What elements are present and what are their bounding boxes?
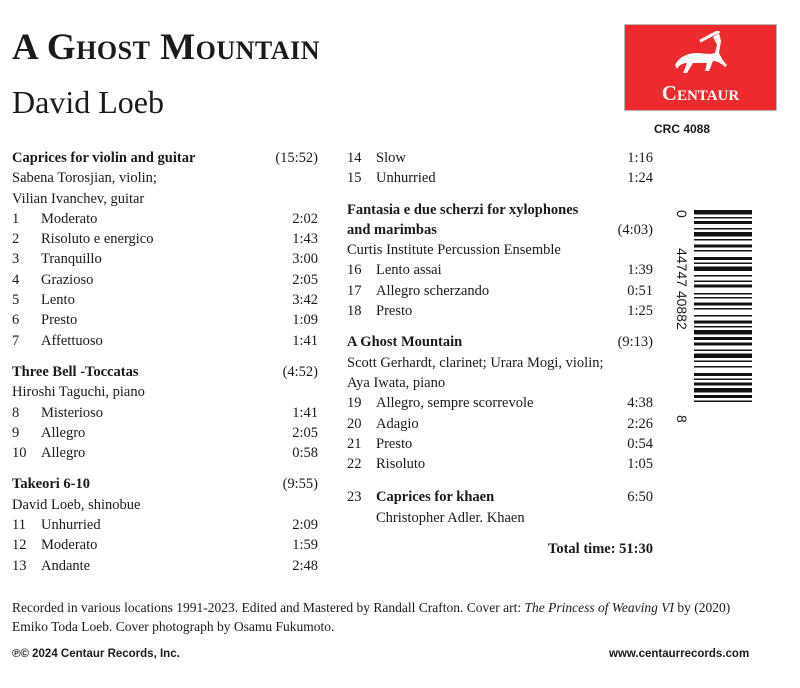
work-header bbox=[12, 474, 318, 494]
track-title: Moderato bbox=[41, 210, 98, 227]
track-row bbox=[347, 260, 653, 280]
track-title: Allegro scherzando bbox=[376, 282, 490, 299]
track-row bbox=[12, 229, 318, 249]
work-title: Fantasia e due scherzi for xylophones bbox=[347, 201, 579, 218]
track-title: Unhurried bbox=[41, 517, 101, 534]
track-duration: 1:24 bbox=[627, 170, 653, 187]
performer-name: Christopher Adler. Khaen bbox=[376, 509, 525, 526]
work-duration: (9:13) bbox=[617, 334, 653, 351]
track-number: 18 bbox=[347, 303, 362, 320]
track-number: 10 bbox=[12, 445, 27, 462]
track-row bbox=[12, 515, 318, 535]
track-duration: 2:02 bbox=[292, 210, 318, 227]
track-title: Risoluto bbox=[376, 456, 426, 473]
track-row bbox=[347, 434, 653, 454]
track-row bbox=[12, 403, 318, 423]
track-number: 16 bbox=[347, 262, 362, 279]
track-row bbox=[12, 270, 318, 290]
performer-line: Aya Iwata, piano bbox=[347, 374, 446, 391]
track-duration: 3:00 bbox=[292, 251, 318, 268]
left-tracklist bbox=[12, 148, 318, 576]
track-duration: 1:41 bbox=[292, 404, 318, 421]
track-duration: 2:48 bbox=[292, 557, 318, 574]
track-row bbox=[347, 281, 653, 301]
track-row bbox=[12, 290, 318, 310]
track-duration: 1:05 bbox=[627, 456, 653, 473]
work-header bbox=[347, 220, 653, 240]
track-title: Allegro, sempre scorrevole bbox=[376, 395, 534, 412]
track-row bbox=[12, 249, 318, 269]
work-title: Caprices for khaen bbox=[376, 489, 495, 506]
track-duration: 0:51 bbox=[627, 282, 653, 299]
work-header bbox=[12, 362, 318, 382]
track-row bbox=[12, 209, 318, 229]
work-duration: (4:03) bbox=[617, 221, 653, 238]
work-duration: (4:52) bbox=[282, 363, 318, 380]
work-header bbox=[347, 332, 653, 352]
performer-line: Curtis Institute Percussion Ensemble bbox=[347, 242, 561, 259]
track-number: 14 bbox=[347, 150, 362, 166]
track-number: 20 bbox=[347, 415, 362, 432]
work-duration: (15:52) bbox=[275, 150, 318, 166]
work-title: A Ghost Mountain bbox=[347, 334, 463, 351]
barcode-digits: 44747 40882 bbox=[674, 248, 690, 330]
track-row bbox=[347, 301, 653, 321]
track-duration: 1:16 bbox=[627, 150, 653, 166]
track-row bbox=[347, 393, 653, 413]
work-title: Caprices for violin and guitar bbox=[12, 150, 196, 166]
website-url[interactable]: www.centaurrecords.com bbox=[609, 648, 750, 660]
centaur-logo bbox=[624, 24, 777, 111]
track-number: 8 bbox=[12, 404, 20, 421]
track-row bbox=[12, 443, 318, 463]
copyright: ℗© 2024 Centaur Records, Inc. bbox=[12, 648, 180, 660]
track-row bbox=[12, 535, 318, 555]
cover-art-title: The Princess of Weaving VI bbox=[524, 600, 674, 615]
right-tracklist bbox=[347, 148, 653, 559]
centaur-figure-icon bbox=[669, 31, 733, 81]
track-duration: 1:41 bbox=[292, 332, 318, 349]
track-duration: 1:39 bbox=[627, 262, 653, 279]
track-duration: 0:58 bbox=[292, 445, 318, 462]
track-duration: 6:50 bbox=[627, 489, 653, 506]
track-row bbox=[347, 414, 653, 434]
track-number: 23 bbox=[347, 489, 362, 506]
track-duration: 4:38 bbox=[627, 395, 653, 412]
performer-line: Vilian Ivanchev, guitar bbox=[12, 190, 145, 207]
track-number: 15 bbox=[347, 170, 362, 187]
track-duration: 1:59 bbox=[292, 537, 318, 554]
performer-line: Hiroshi Taguchi, piano bbox=[12, 384, 145, 401]
track-number: 17 bbox=[347, 282, 362, 299]
track-title: Presto bbox=[41, 312, 78, 329]
total-time: Total time: 51:30 bbox=[548, 541, 653, 558]
track-duration: 0:54 bbox=[627, 435, 653, 452]
track-row bbox=[12, 331, 318, 351]
track-number: 11 bbox=[12, 517, 26, 534]
track-title: Affettuoso bbox=[41, 332, 103, 349]
track-row bbox=[12, 556, 318, 576]
logo-brand-text: Centaur bbox=[661, 81, 740, 105]
track-title: Adagio bbox=[376, 415, 419, 432]
work-title: and marimbas bbox=[347, 221, 437, 238]
credits bbox=[12, 598, 752, 636]
work-title: Three Bell -Toccatas bbox=[12, 363, 139, 380]
track-number: 1 bbox=[12, 210, 20, 227]
performer-line: David Loeb, shinobue bbox=[12, 496, 141, 513]
track-title: Lento bbox=[41, 292, 75, 309]
track-duration: 1:09 bbox=[292, 312, 318, 329]
track-row bbox=[12, 310, 318, 330]
barcode-digit-last: 8 bbox=[674, 415, 690, 423]
total-time-row bbox=[347, 539, 653, 559]
track-duration: 2:05 bbox=[292, 271, 318, 288]
track-duration: 3:42 bbox=[292, 292, 318, 309]
track-number: 6 bbox=[12, 312, 20, 329]
track-title: Misterioso bbox=[41, 404, 104, 421]
track-title: Unhurried bbox=[376, 170, 436, 187]
performer-line: Sabena Torosjian, violin; bbox=[12, 170, 157, 187]
track-row bbox=[347, 454, 653, 474]
track-title: Lento assai bbox=[376, 262, 442, 279]
barcode-digit-first: 0 bbox=[674, 210, 690, 218]
track-number: 2 bbox=[12, 231, 20, 248]
track-title: Risoluto e energico bbox=[41, 231, 154, 248]
track-number: 13 bbox=[12, 557, 27, 574]
performer-line: Scott Gerhardt, clarinet; Urara Mogi, violin; bbox=[347, 354, 604, 371]
track-title: Presto bbox=[376, 435, 413, 452]
track-number: 4 bbox=[12, 271, 20, 288]
track-row bbox=[347, 168, 653, 188]
track-title: Allegro bbox=[41, 445, 86, 462]
track-row bbox=[347, 487, 653, 507]
track-number: 19 bbox=[347, 395, 362, 412]
track-duration: 1:25 bbox=[627, 303, 653, 320]
track-duration: 2:09 bbox=[292, 517, 318, 534]
track-number: 9 bbox=[12, 424, 20, 441]
track-duration: 2:05 bbox=[292, 424, 318, 441]
work-header bbox=[12, 148, 318, 168]
track-title: Tranquillo bbox=[41, 251, 102, 268]
track-number: 22 bbox=[347, 456, 362, 473]
album-title: A Ghost Mountain bbox=[12, 27, 320, 68]
track-title: Moderato bbox=[41, 537, 98, 554]
track-title: Presto bbox=[376, 303, 413, 320]
track-title: Allegro bbox=[41, 424, 86, 441]
track-number: 21 bbox=[347, 435, 362, 452]
track-number: 12 bbox=[12, 537, 27, 554]
credits-text: by (2020) Emiko Toda Loeb. Cover photograph by Osamu Fukumoto. bbox=[12, 600, 731, 634]
track-row bbox=[12, 423, 318, 443]
track-number: 5 bbox=[12, 292, 20, 309]
credits-text: Recorded in various locations 1991-2023. Edited and Mastered by Randall Crafton. Cover art: bbox=[12, 600, 525, 615]
track-title: Slow bbox=[376, 150, 406, 166]
work-title: Takeori 6-10 bbox=[12, 476, 91, 493]
performer-line bbox=[347, 508, 653, 528]
catalog-number: CRC 4088 bbox=[654, 122, 711, 136]
artist-name: David Loeb bbox=[12, 84, 164, 120]
track-number: 3 bbox=[12, 251, 20, 268]
track-title: Andante bbox=[41, 557, 91, 574]
track-title: Grazioso bbox=[41, 271, 94, 288]
track-duration: 2:26 bbox=[627, 415, 653, 432]
track-duration: 1:43 bbox=[292, 231, 318, 248]
work-duration: (9:55) bbox=[282, 476, 318, 493]
track-number: 7 bbox=[12, 332, 20, 349]
track-row bbox=[347, 148, 653, 168]
